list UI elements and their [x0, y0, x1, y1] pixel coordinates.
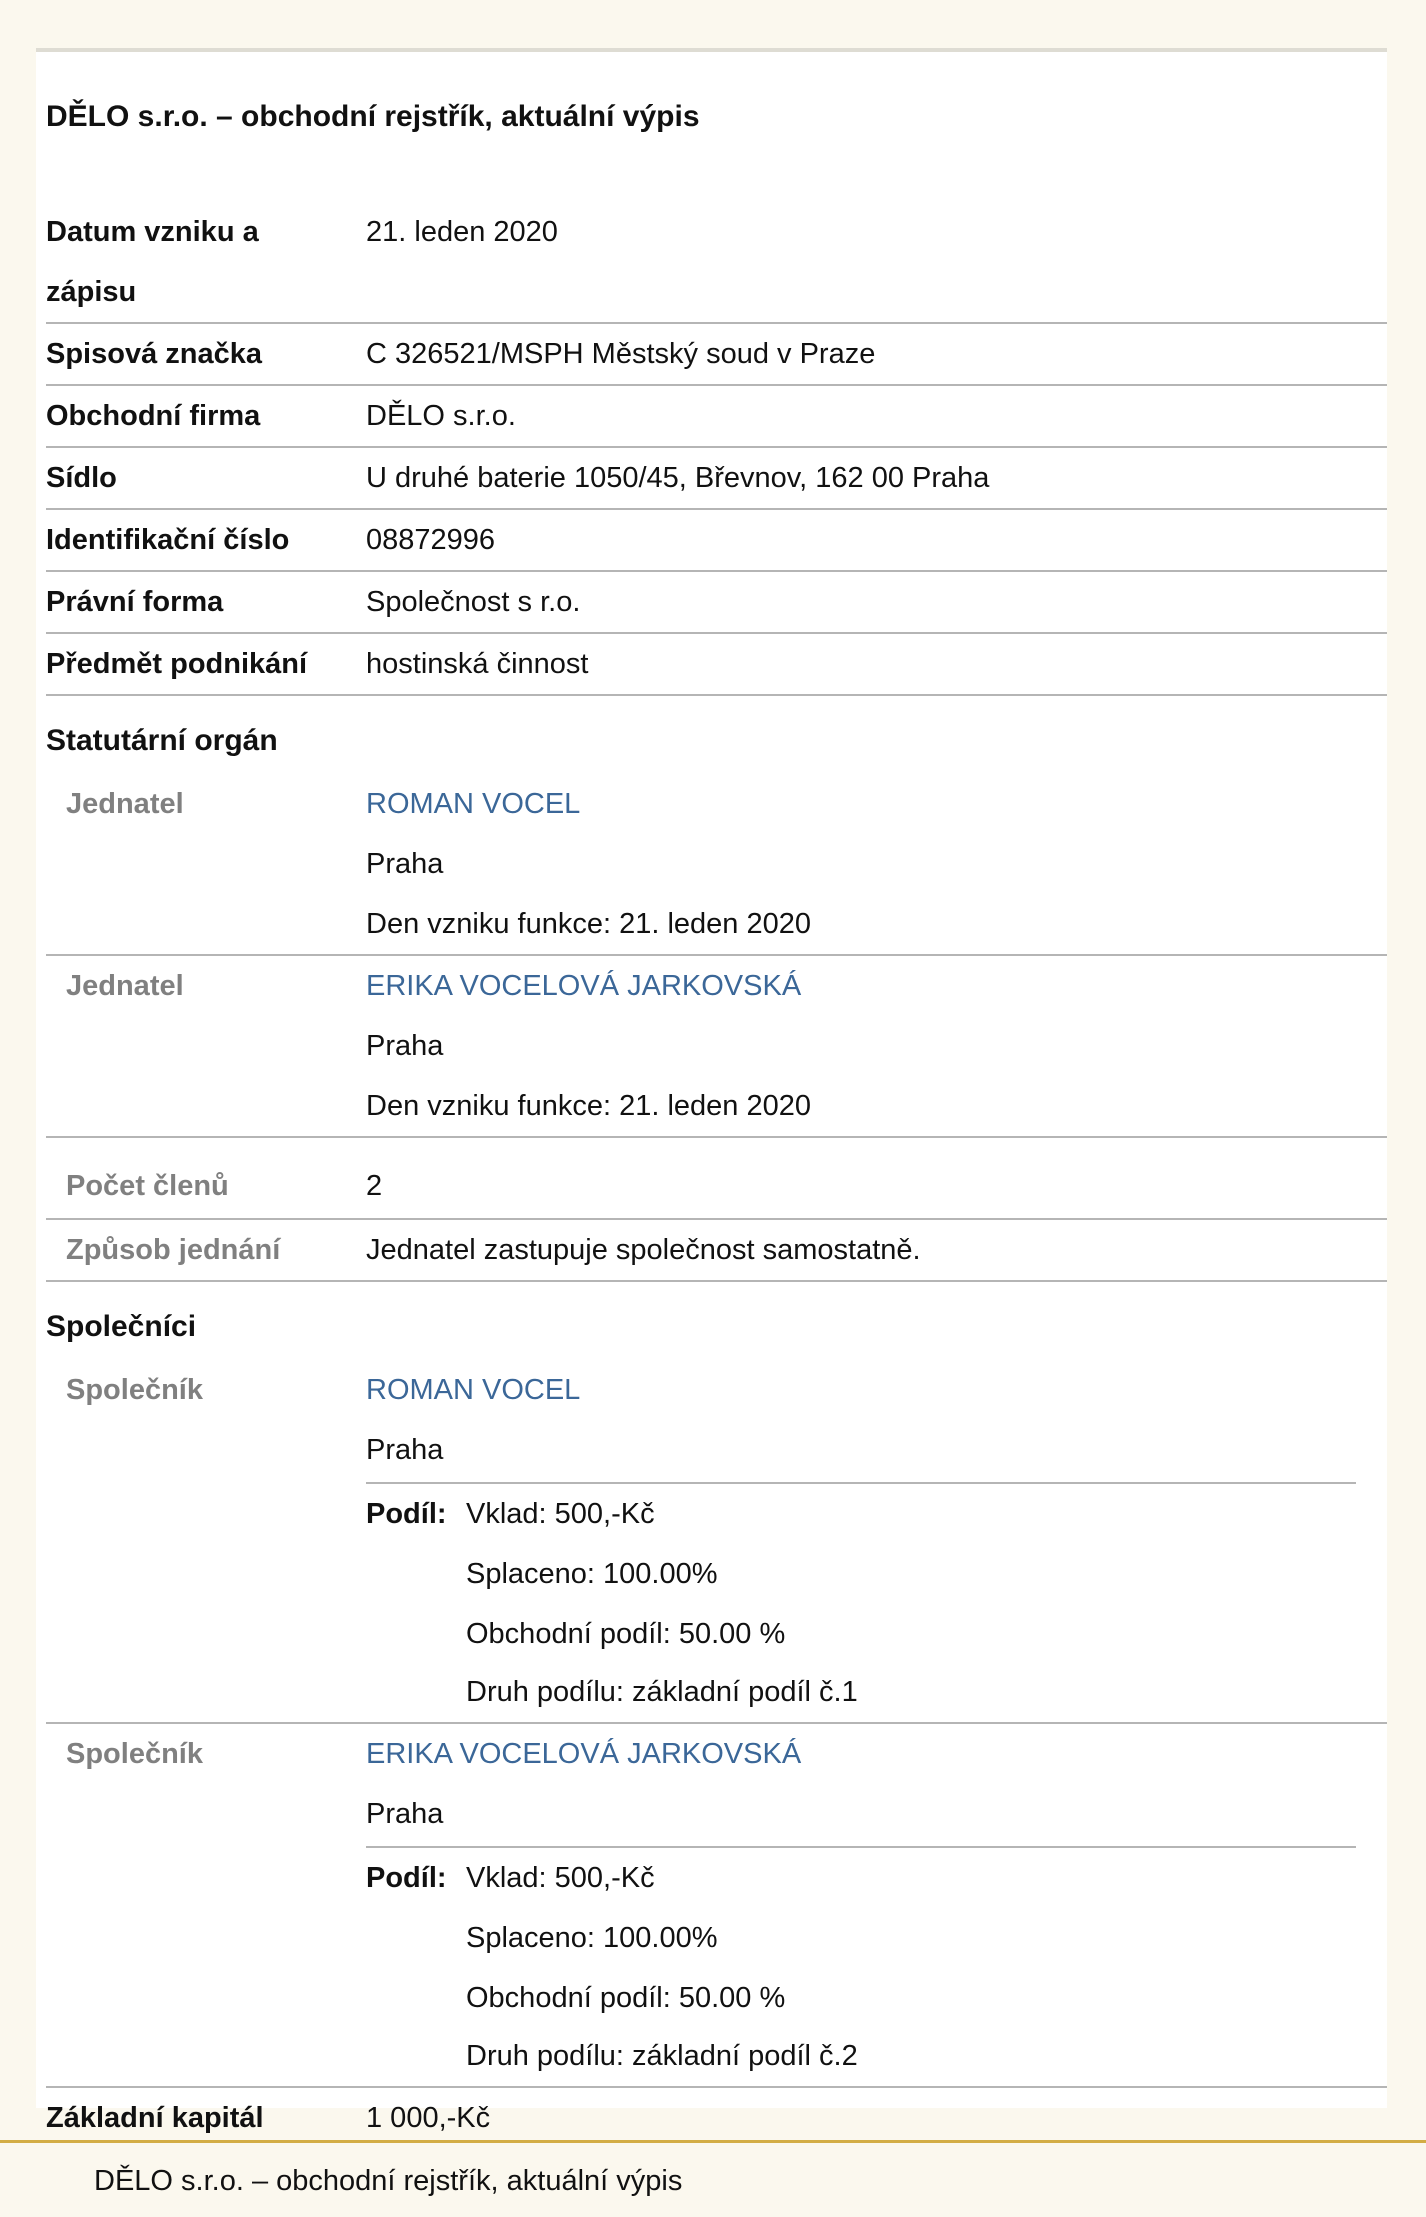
row-label: Právní forma	[46, 586, 224, 618]
share-deposit: Vklad: 500,-Kč	[466, 1498, 655, 1530]
share-label: Podíl:	[366, 1498, 447, 1530]
member-name-link[interactable]: ERIKA VOCELOVÁ JARKOVSKÁ	[366, 970, 802, 1002]
statutory-member	[46, 956, 1387, 1138]
row-label: Obchodní firma	[46, 400, 261, 432]
row-id-number	[46, 510, 1387, 572]
partner-entry	[46, 1724, 1387, 2088]
partner-name-link[interactable]: ERIKA VOCELOVÁ JARKOVSKÁ	[366, 1738, 802, 1770]
row-value: U druhé baterie 1050/45, Břevnov, 162 00 Praha	[366, 462, 990, 494]
page-title: DĚLO s.r.o. – obchodní rejstřík, aktuální výpis	[46, 100, 700, 133]
section-heading-partners: Společníci	[46, 1310, 197, 1343]
row-registered-office	[46, 448, 1387, 510]
row-value: C 326521/MSPH Městský soud v Praze	[366, 338, 876, 370]
row-value: 1 000,-Kč	[366, 2102, 491, 2134]
page-footer	[0, 2140, 1426, 2217]
row-value: 21. leden 2020	[366, 216, 558, 248]
member-city: Praha	[366, 848, 444, 880]
share-type: Druh podílu: základní podíl č.1	[466, 1676, 858, 1708]
section-heading-statutory: Statutární orgán	[46, 724, 278, 757]
partner-city: Praha	[366, 1434, 444, 1466]
row-date-of-incorporation	[46, 202, 1387, 324]
row-label: Spisová značka	[46, 338, 262, 370]
partner-entry	[46, 1360, 1387, 1724]
row-value: 2	[366, 1170, 383, 1202]
share-label: Podíl:	[366, 1862, 447, 1894]
register-extract-card	[36, 48, 1387, 2134]
row-label: Základní kapitál	[46, 2102, 264, 2134]
footer-text: DĚLO s.r.o. – obchodní rejstřík, aktuální výpis	[94, 2165, 683, 2197]
row-business-scope	[46, 634, 1387, 696]
row-acting-method	[46, 1220, 1387, 1282]
row-value: 08872996	[366, 524, 496, 556]
member-name-link[interactable]: ROMAN VOCEL	[366, 788, 581, 820]
statutory-member	[46, 774, 1387, 956]
row-company-name	[46, 386, 1387, 448]
row-legal-form	[46, 572, 1387, 634]
share-percentage: Obchodní podíl: 50.00 %	[466, 1982, 786, 2014]
row-value: Společnost s r.o.	[366, 586, 581, 618]
row-label: Způsob jednání	[66, 1234, 281, 1266]
share-paid: Splaceno: 100.00%	[466, 1922, 718, 1954]
row-value: Jednatel zastupuje společnost samostatně.	[366, 1234, 921, 1266]
row-value: hostinská činnost	[366, 648, 589, 680]
partner-role: Společník	[66, 1738, 203, 1770]
row-value: DĚLO s.r.o.	[366, 400, 516, 432]
row-member-count	[46, 1156, 1387, 1220]
row-label: Předmět podnikání	[46, 648, 308, 680]
share-percentage: Obchodní podíl: 50.00 %	[466, 1618, 786, 1650]
row-label: Identifikační číslo	[46, 524, 290, 556]
row-label: Počet členů	[66, 1170, 229, 1202]
row-label: Datum vzniku a zápisu	[46, 216, 259, 308]
partner-name-link[interactable]: ROMAN VOCEL	[366, 1374, 581, 1406]
member-role: Jednatel	[66, 788, 184, 820]
share-deposit: Vklad: 500,-Kč	[466, 1862, 655, 1894]
partner-city: Praha	[366, 1798, 444, 1830]
row-label: Sídlo	[46, 462, 117, 494]
member-role: Jednatel	[66, 970, 184, 1002]
member-since: Den vzniku funkce: 21. leden 2020	[366, 908, 811, 940]
partner-role: Společník	[66, 1374, 203, 1406]
member-city: Praha	[366, 1030, 444, 1062]
row-file-number	[46, 324, 1387, 386]
share-type: Druh podílu: základní podíl č.2	[466, 2040, 858, 2072]
member-since: Den vzniku funkce: 21. leden 2020	[366, 1090, 811, 1122]
share-paid: Splaceno: 100.00%	[466, 1558, 718, 1590]
